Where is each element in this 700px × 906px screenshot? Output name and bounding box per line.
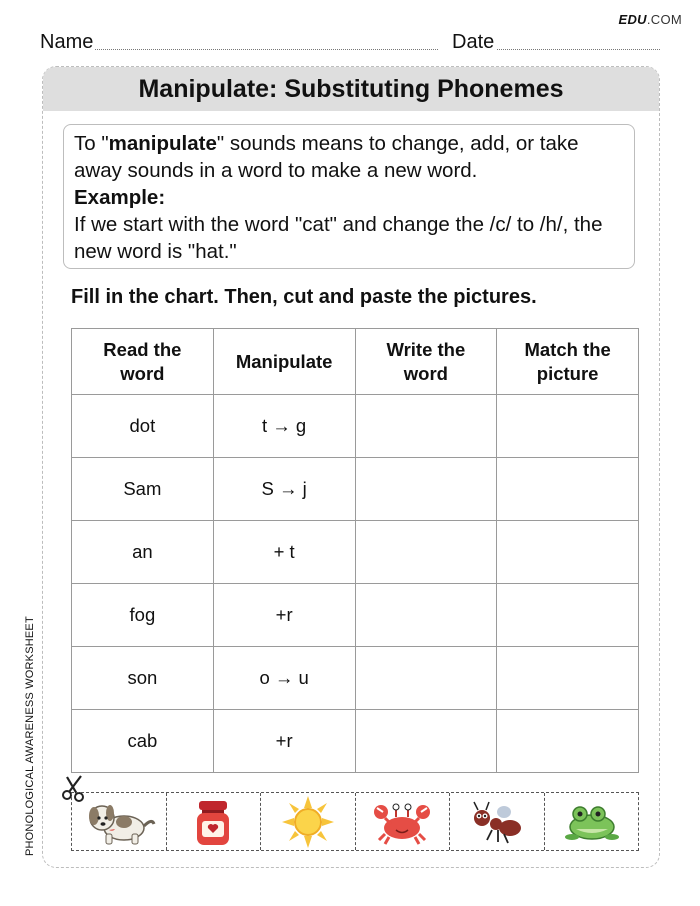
definition-rest: " sounds means to change, add, or take away sounds in a word to make a new word. xyxy=(74,132,579,182)
definition-intro: To " xyxy=(74,132,109,155)
crab-icon xyxy=(371,798,433,846)
definition-keyword: manipulate xyxy=(108,132,217,155)
table-row xyxy=(72,521,639,584)
date-label: Date xyxy=(452,31,495,53)
instruction-text: Fill in the chart. Then, cut and paste the pictures. xyxy=(71,286,537,308)
table-row xyxy=(72,395,639,458)
picture-cell[interactable] xyxy=(497,458,639,521)
brand-logo xyxy=(618,12,682,27)
column-header xyxy=(355,329,497,395)
sun-icon xyxy=(282,796,334,848)
cut-out-picture[interactable] xyxy=(450,793,545,850)
definition-box xyxy=(63,124,635,269)
write-word-cell[interactable] xyxy=(355,521,497,584)
word-cell: dot xyxy=(72,395,214,458)
side-label: PHONOLOGICAL AWARENESS WORKSHEET xyxy=(24,616,36,856)
example-label: Example: xyxy=(74,186,166,209)
dog-icon xyxy=(80,798,158,846)
word-cell: Sam xyxy=(72,458,214,521)
column-header-label: Read the word xyxy=(103,338,182,384)
name-label: Name xyxy=(40,31,94,53)
picture-cell[interactable] xyxy=(497,647,639,710)
picture-cell[interactable] xyxy=(497,710,639,773)
ant-icon xyxy=(468,798,526,846)
manipulate-cell: +r xyxy=(213,584,355,647)
manipulate-cell: + t xyxy=(213,521,355,584)
write-word-cell[interactable] xyxy=(355,584,497,647)
brand-suffix: .COM xyxy=(646,12,682,27)
frog-icon xyxy=(562,801,620,843)
cut-out-strip xyxy=(71,792,639,851)
column-header xyxy=(497,329,639,395)
write-word-cell[interactable] xyxy=(355,395,497,458)
manipulate-cell: +r xyxy=(213,710,355,773)
picture-cell[interactable] xyxy=(497,584,639,647)
manipulate-cell: t → g xyxy=(213,395,355,458)
phoneme-chart xyxy=(71,328,639,773)
brand-name: EDU xyxy=(618,12,647,27)
word-cell: an xyxy=(72,521,214,584)
column-header xyxy=(213,329,355,395)
write-word-cell[interactable] xyxy=(355,710,497,773)
example-text: If we start with the word "cat" and change the /c/ to /h/, the new word is "hat." xyxy=(74,213,603,263)
cut-out-picture[interactable] xyxy=(261,793,356,850)
jam-jar-icon xyxy=(193,797,233,847)
name-field[interactable] xyxy=(95,49,438,50)
cut-out-picture[interactable] xyxy=(167,793,262,850)
table-row xyxy=(72,647,639,710)
table-row xyxy=(72,584,639,647)
picture-cell[interactable] xyxy=(497,395,639,458)
manipulate-cell: o → u xyxy=(213,647,355,710)
column-header-label: Manipulate xyxy=(235,350,333,372)
write-word-cell[interactable] xyxy=(355,647,497,710)
table-row xyxy=(72,458,639,521)
worksheet-card xyxy=(42,66,660,868)
column-header-label: Write the word xyxy=(386,338,466,384)
word-cell: cab xyxy=(72,710,214,773)
cut-out-picture[interactable] xyxy=(72,793,167,850)
table-row xyxy=(72,710,639,773)
word-cell: son xyxy=(72,647,214,710)
cut-out-picture[interactable] xyxy=(545,793,639,850)
cut-out-picture[interactable] xyxy=(356,793,451,850)
word-cell: fog xyxy=(72,584,214,647)
table-header-row xyxy=(72,329,639,395)
worksheet-title: Manipulate: Substituting Phonemes xyxy=(43,67,659,111)
write-word-cell[interactable] xyxy=(355,458,497,521)
date-field[interactable] xyxy=(497,49,660,50)
picture-cell[interactable] xyxy=(497,521,639,584)
manipulate-cell: S → j xyxy=(213,458,355,521)
column-header-label: Match the picture xyxy=(524,338,611,384)
column-header xyxy=(72,329,214,395)
